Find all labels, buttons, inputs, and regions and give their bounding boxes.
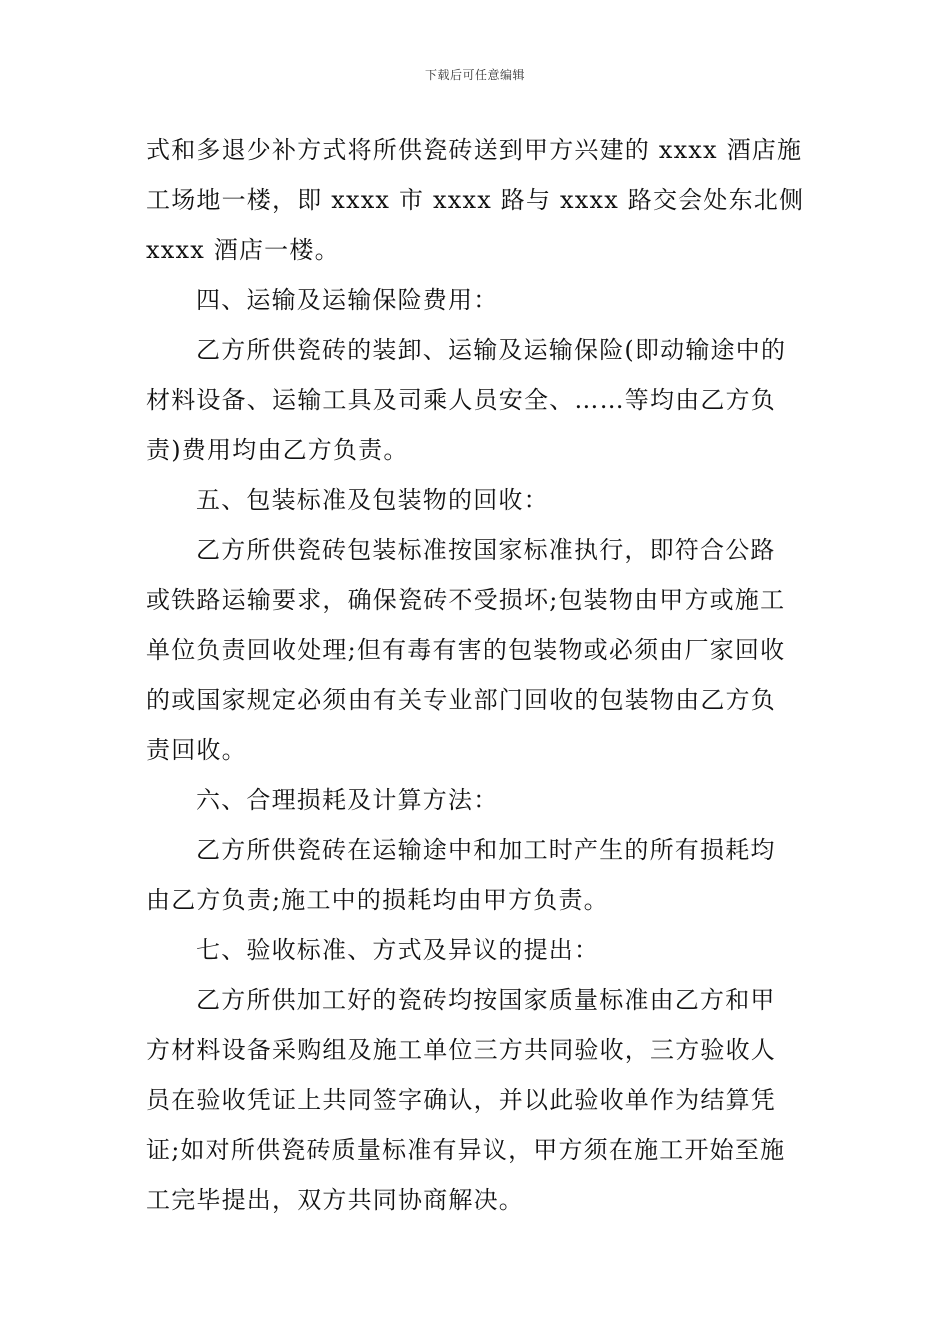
paragraph-line: xxxx 酒店一楼。 [146, 236, 340, 264]
paragraph-line: 乙方所供瓷砖的装卸、运输及运输保险(即动输途中的 [196, 336, 787, 364]
paragraph-line: 乙方所供瓷砖在运输途中和加工时产生的所有损耗均 [196, 836, 776, 864]
paragraph-line: 方材料设备采购组及施工单位三方共同验收，三方验收人 [146, 1036, 776, 1064]
paragraph-line: 材料设备、运输工具及司乘人员安全、……等均由乙方负 [146, 386, 776, 414]
paragraph-line: 员在验收凭证上共同签字确认，并以此验收单作为结算凭 [146, 1086, 776, 1114]
page-header: 下载后可任意编辑 [424, 68, 525, 82]
paragraph-line: 工场地一楼，即 xxxx 市 xxxx 路与 xxxx 路交会处东北侧 [146, 186, 805, 214]
paragraph-line: 乙方所供加工好的瓷砖均按国家质量标准由乙方和甲 [196, 986, 776, 1014]
paragraph-line: 证;如对所供瓷砖质量标准有异议，甲方须在施工开始至施 [146, 1136, 786, 1164]
paragraph-line: 的或国家规定必须由有关专业部门回收的包装物由乙方负 [146, 686, 776, 714]
paragraph-line: 责)费用均由乙方负责。 [146, 436, 409, 464]
paragraph-line: 由乙方负责;施工中的损耗均由甲方负责。 [146, 886, 609, 914]
section-heading: 六、合理损耗及计算方法： [196, 786, 499, 814]
section-heading: 四、运输及运输保险费用： [196, 286, 499, 314]
section-heading: 七、验收标准、方式及异议的提出： [196, 936, 600, 964]
paragraph-line: 单位负责回收处理;但有毒有害的包装物或必须由厂家回收 [146, 636, 786, 664]
paragraph-line: 工完毕提出，双方共同协商解决。 [146, 1186, 524, 1214]
paragraph-line: 或铁路运输要求，确保瓷砖不受损坏;包装物由甲方或施工 [146, 586, 786, 614]
paragraph-line: 乙方所供瓷砖包装标准按国家标准执行，即符合公路 [196, 536, 776, 564]
paragraph-line: 责回收。 [146, 736, 247, 764]
paragraph-line: 式和多退少补方式将所供瓷砖送到甲方兴建的 xxxx 酒店施 [146, 136, 803, 164]
section-heading: 五、包装标准及包装物的回收： [196, 486, 549, 514]
